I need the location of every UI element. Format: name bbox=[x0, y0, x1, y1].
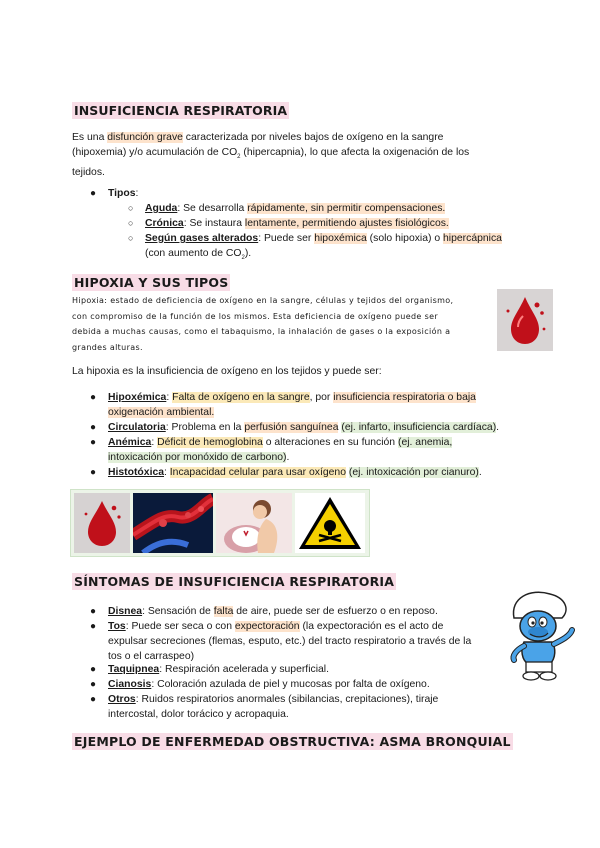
circle-bullet-icon: ○ bbox=[128, 218, 134, 228]
list-item-cronica: Crónica: Se instaura lentamente, permitiendo ajustes fisiológicos. bbox=[145, 218, 449, 229]
section-title-sintomas: SÍNTOMAS DE INSUFICIENCIA RESPIRATORIA bbox=[74, 574, 395, 589]
bullet-icon: ● bbox=[90, 606, 97, 617]
list-item-tos: Tos: Puede ser seca o con expectoración (la expectoración es el acto de expulsar secreciones (flemas, esputo, etc.) del tracto respiratorio a través de la tos o el carraspeo) bbox=[108, 621, 472, 662]
smurf-image bbox=[500, 588, 580, 683]
list-item-otros: Otros: Ruidos respiratorios anormales (sibilancias, crepitaciones), tiraje intercostal, dolor torácico y acropaquia. bbox=[108, 694, 439, 720]
blood-vessels-image bbox=[133, 493, 213, 553]
section-title-hipoxia: HIPOXIA Y SUS TIPOS bbox=[74, 275, 229, 290]
section-title-insuficiencia: INSUFICIENCIA RESPIRATORIA bbox=[74, 103, 288, 118]
list-item-gases: Según gases alterados: Puede ser hipoxémica (solo hipoxia) o hipercápnica (con aumento de $CO_2$). bbox=[145, 233, 502, 262]
hipoxia-intro: La hipoxia es la insuficiencia de oxígeno en los tejidos y puede ser: bbox=[72, 366, 382, 377]
bullet-icon: ● bbox=[90, 422, 97, 433]
bullet-icon: ● bbox=[90, 467, 97, 478]
bullet-icon: ● bbox=[90, 621, 97, 632]
intro-paragraph: Es una disfunción grave caracterizada por niveles bajos de oxígeno en la sangre (hipoxemia) y/o acumulación de $CO_2$ (hipercapnia), lo que afecta la oxigenación de los tejidos. bbox=[72, 132, 470, 179]
bullet-icon: ● bbox=[90, 392, 97, 403]
list-item-aguda: Aguda: Se desarrolla rápidamente, sin permitir compensaciones. bbox=[145, 203, 446, 214]
toxic-warning-icon bbox=[295, 493, 365, 553]
circle-bullet-icon: ○ bbox=[128, 233, 134, 243]
bullet-icon: ● bbox=[90, 679, 97, 690]
blood-drop-icon bbox=[497, 289, 553, 351]
list-item-hipoxemica: Hipoxémica: Falta de oxígeno en la sangre, por insuficiencia respiratoria o baja oxigenación ambiental. bbox=[108, 392, 476, 418]
list-item-circulatoria: Circulatoria: Problema en la perfusión sanguínea (ej. infarto, insuficiencia cardíaca). bbox=[108, 422, 500, 433]
list-item-tipos: Tipos: bbox=[108, 188, 139, 199]
list-item-taquipnea: Taquipnea: Respiración acelerada y superficial. bbox=[108, 664, 329, 675]
list-item-anemica: Anémica: Déficit de hemoglobina o alteraciones en su función (ej. anemia, intoxicación por monóxido de carbono). bbox=[108, 437, 453, 463]
bullet-icon: ● bbox=[90, 694, 97, 705]
list-item-disnea: Disnea: Sensación de falta de aire, puede ser de esfuerzo o en reposo. bbox=[108, 606, 438, 617]
list-item-histotoxica: Histotóxica: Incapacidad celular para usar oxígeno (ej. intoxicación por cianuro). bbox=[108, 467, 482, 478]
circle-bullet-icon: ○ bbox=[128, 203, 134, 213]
patient-image bbox=[216, 493, 292, 553]
image-strip bbox=[70, 489, 370, 557]
hipoxia-definition: Hipoxia: estado de deficiencia de oxígeno en la sangre, células y tejidos del organismo, con compromiso de la función de los mismos. Esta deficiencia de oxígeno puede ser debida a muchas causas, como el tabaquismo, la inhalación de gases o la exposición a grandes alturas. bbox=[72, 296, 454, 352]
bullet-icon: ● bbox=[90, 437, 97, 448]
bullet-icon: ● bbox=[90, 664, 97, 675]
list-item-cianosis: Cianosis: Coloración azulada de piel y mucosas por falta de oxígeno. bbox=[108, 679, 430, 690]
blood-drop-icon bbox=[74, 493, 130, 553]
bullet-icon: ● bbox=[90, 188, 97, 199]
section-title-asma: EJEMPLO DE ENFERMEDAD OBSTRUCTIVA: ASMA BRONQUIAL bbox=[74, 734, 511, 749]
